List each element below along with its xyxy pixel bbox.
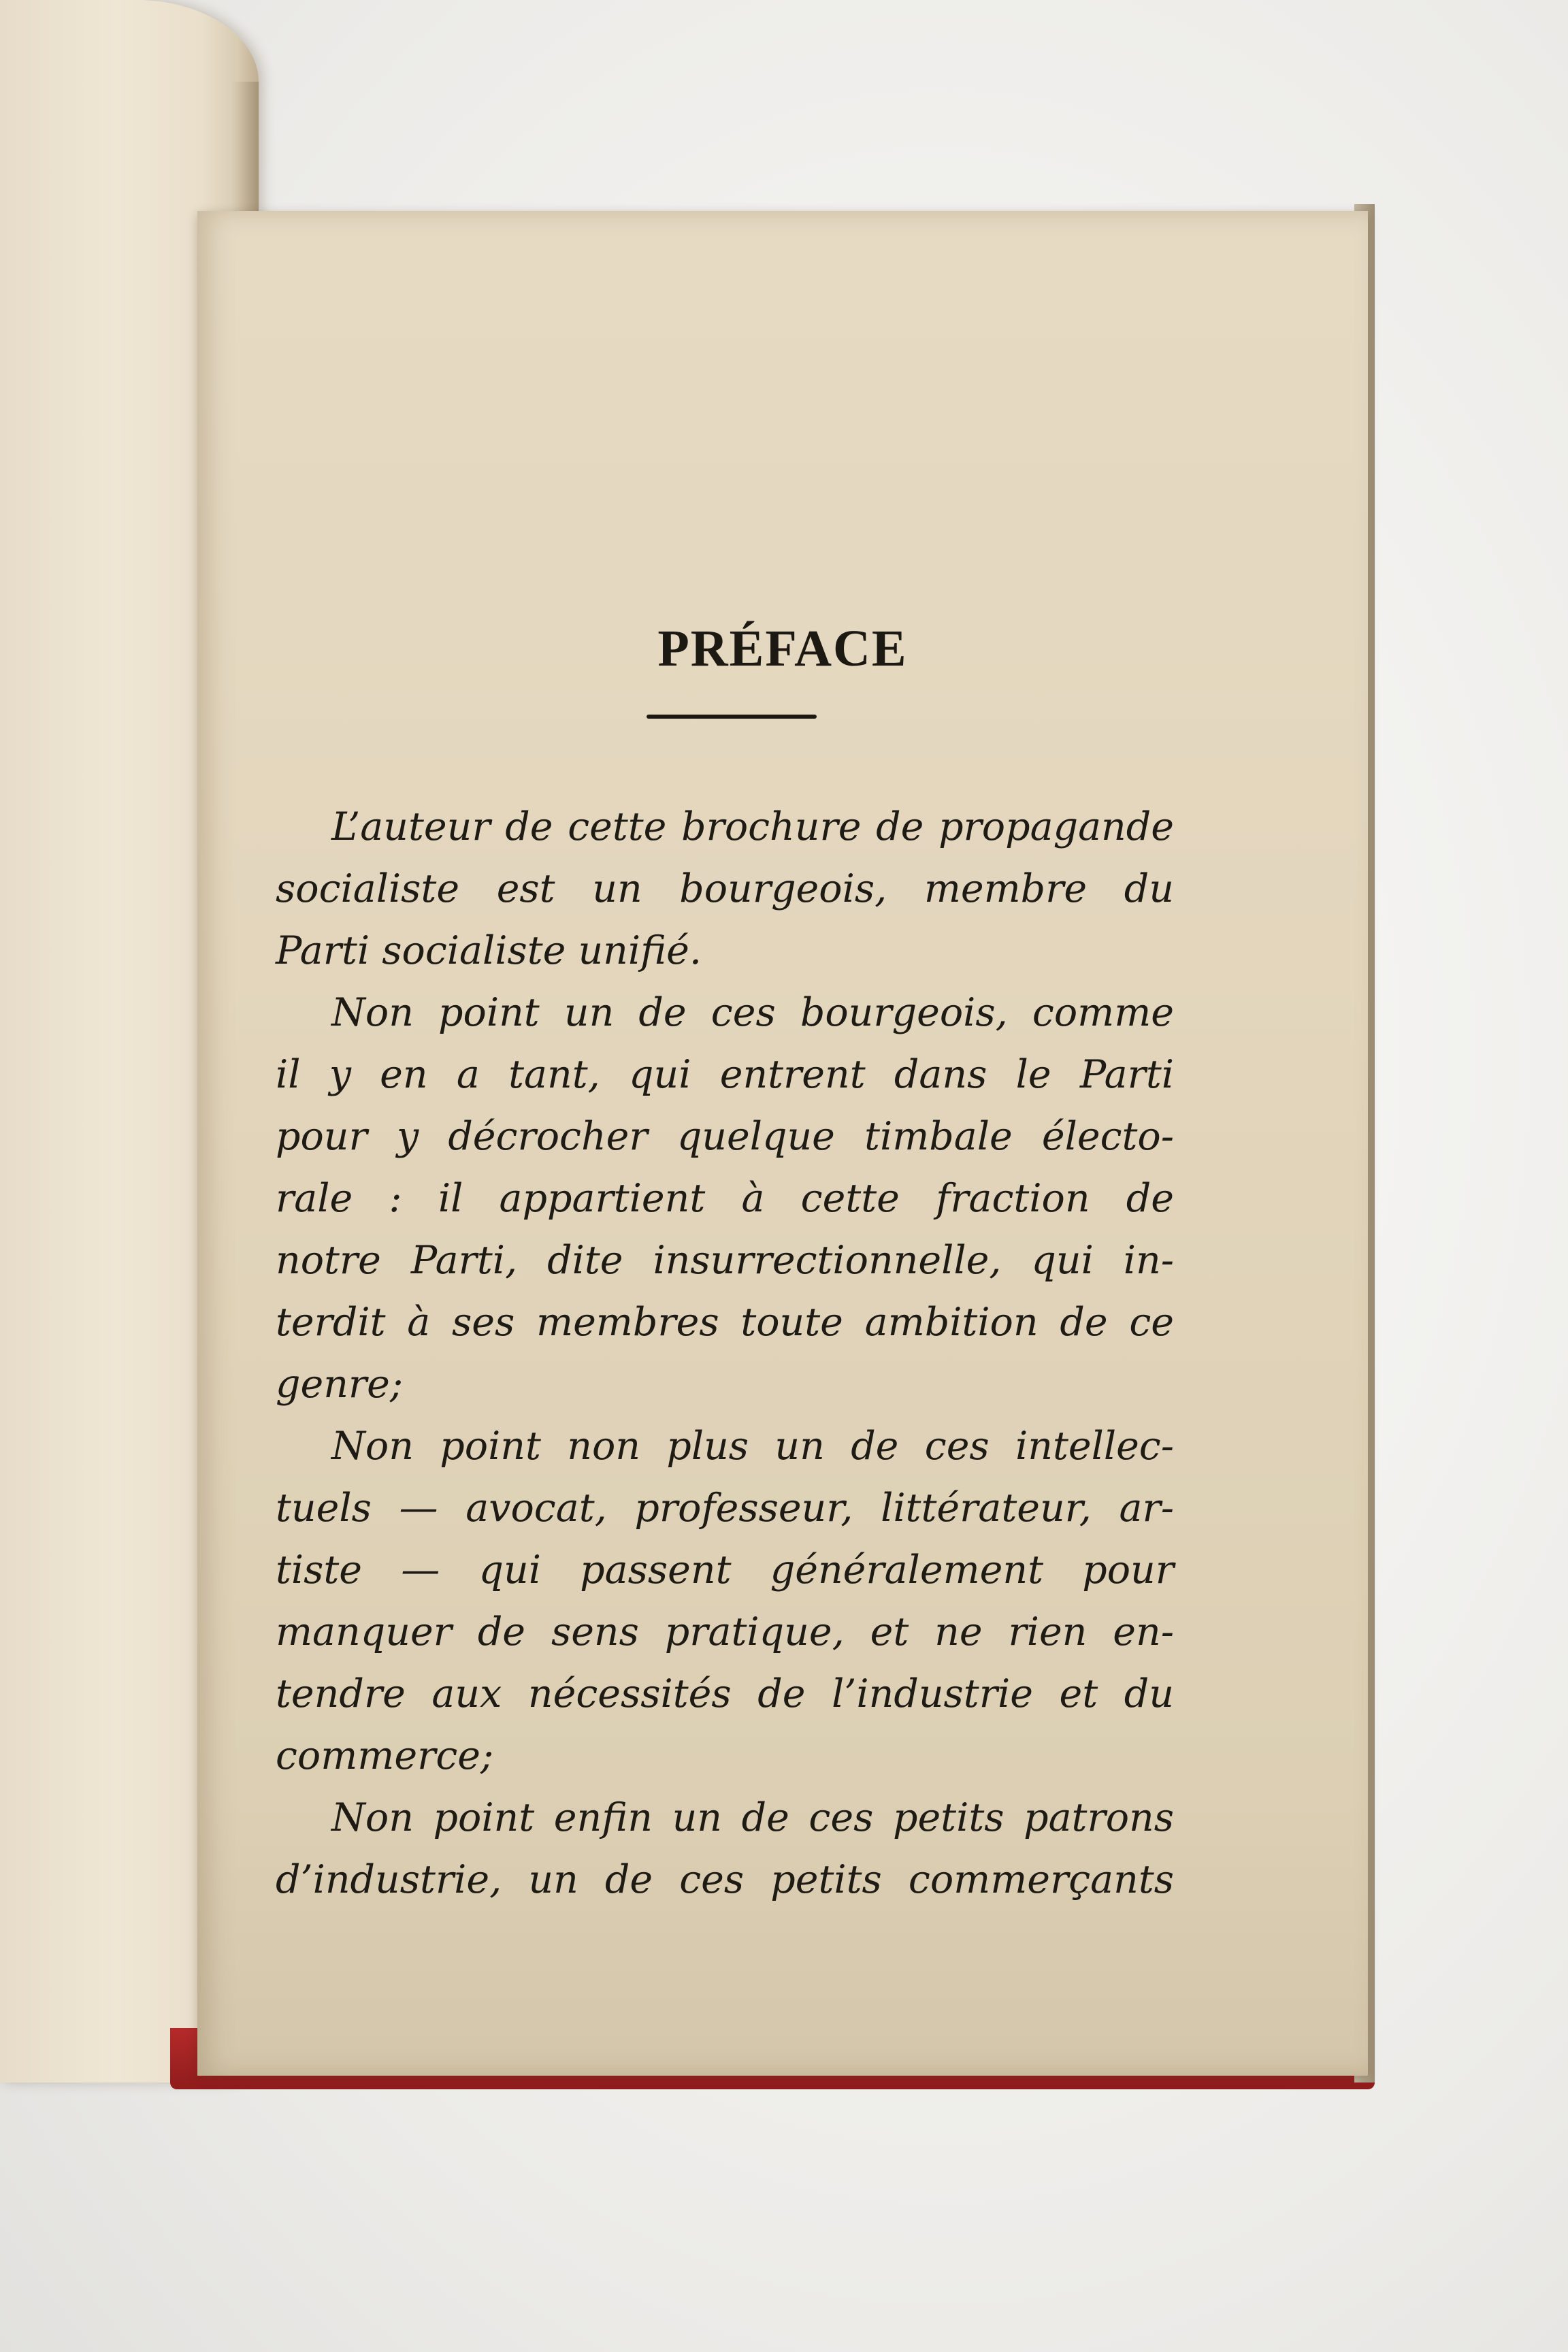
text-line: L’auteur de cette brochure de propagande: [331, 804, 1174, 849]
text-line: d’industrie, un de ces petits commerçants: [276, 1857, 1174, 1902]
text-line: genre;: [276, 1362, 404, 1407]
text-line: Parti socialiste unifié.: [276, 928, 702, 973]
text-line: commerce;: [276, 1733, 494, 1778]
right-book-page: [197, 211, 1368, 2076]
title-rule: [647, 715, 817, 719]
text-line: pour y décrocher quelque timbale électo-: [276, 1114, 1174, 1159]
text-line: rale : il appartient à cette fraction de: [276, 1176, 1174, 1221]
text-line: Non point un de ces bourgeois, comme: [331, 990, 1174, 1035]
text-line: tendre aux nécessités de l’industrie et du: [276, 1671, 1174, 1716]
text-line: tiste — qui passent généralement pour: [276, 1548, 1174, 1592]
text-line: socialiste est un bourgeois, membre du: [276, 866, 1174, 911]
text-line: manquer de sens pratique, et ne rien en-: [276, 1610, 1174, 1654]
text-line: notre Parti, dite insurrectionnelle, qui in-: [276, 1238, 1174, 1283]
text-line: il y en a tant, qui entrent dans le Parti: [276, 1052, 1174, 1097]
page-title: PRÉFACE: [657, 620, 908, 677]
preface-text: [276, 796, 1174, 1911]
text-line: tuels — avocat, professeur, littérateur, ar-: [276, 1486, 1174, 1531]
text-line: terdit à ses membres toute ambition de ce: [276, 1300, 1174, 1345]
text-line: Non point enfin un de ces petits patrons: [331, 1795, 1174, 1840]
text-line: Non point non plus un de ces intellec-: [331, 1424, 1174, 1469]
